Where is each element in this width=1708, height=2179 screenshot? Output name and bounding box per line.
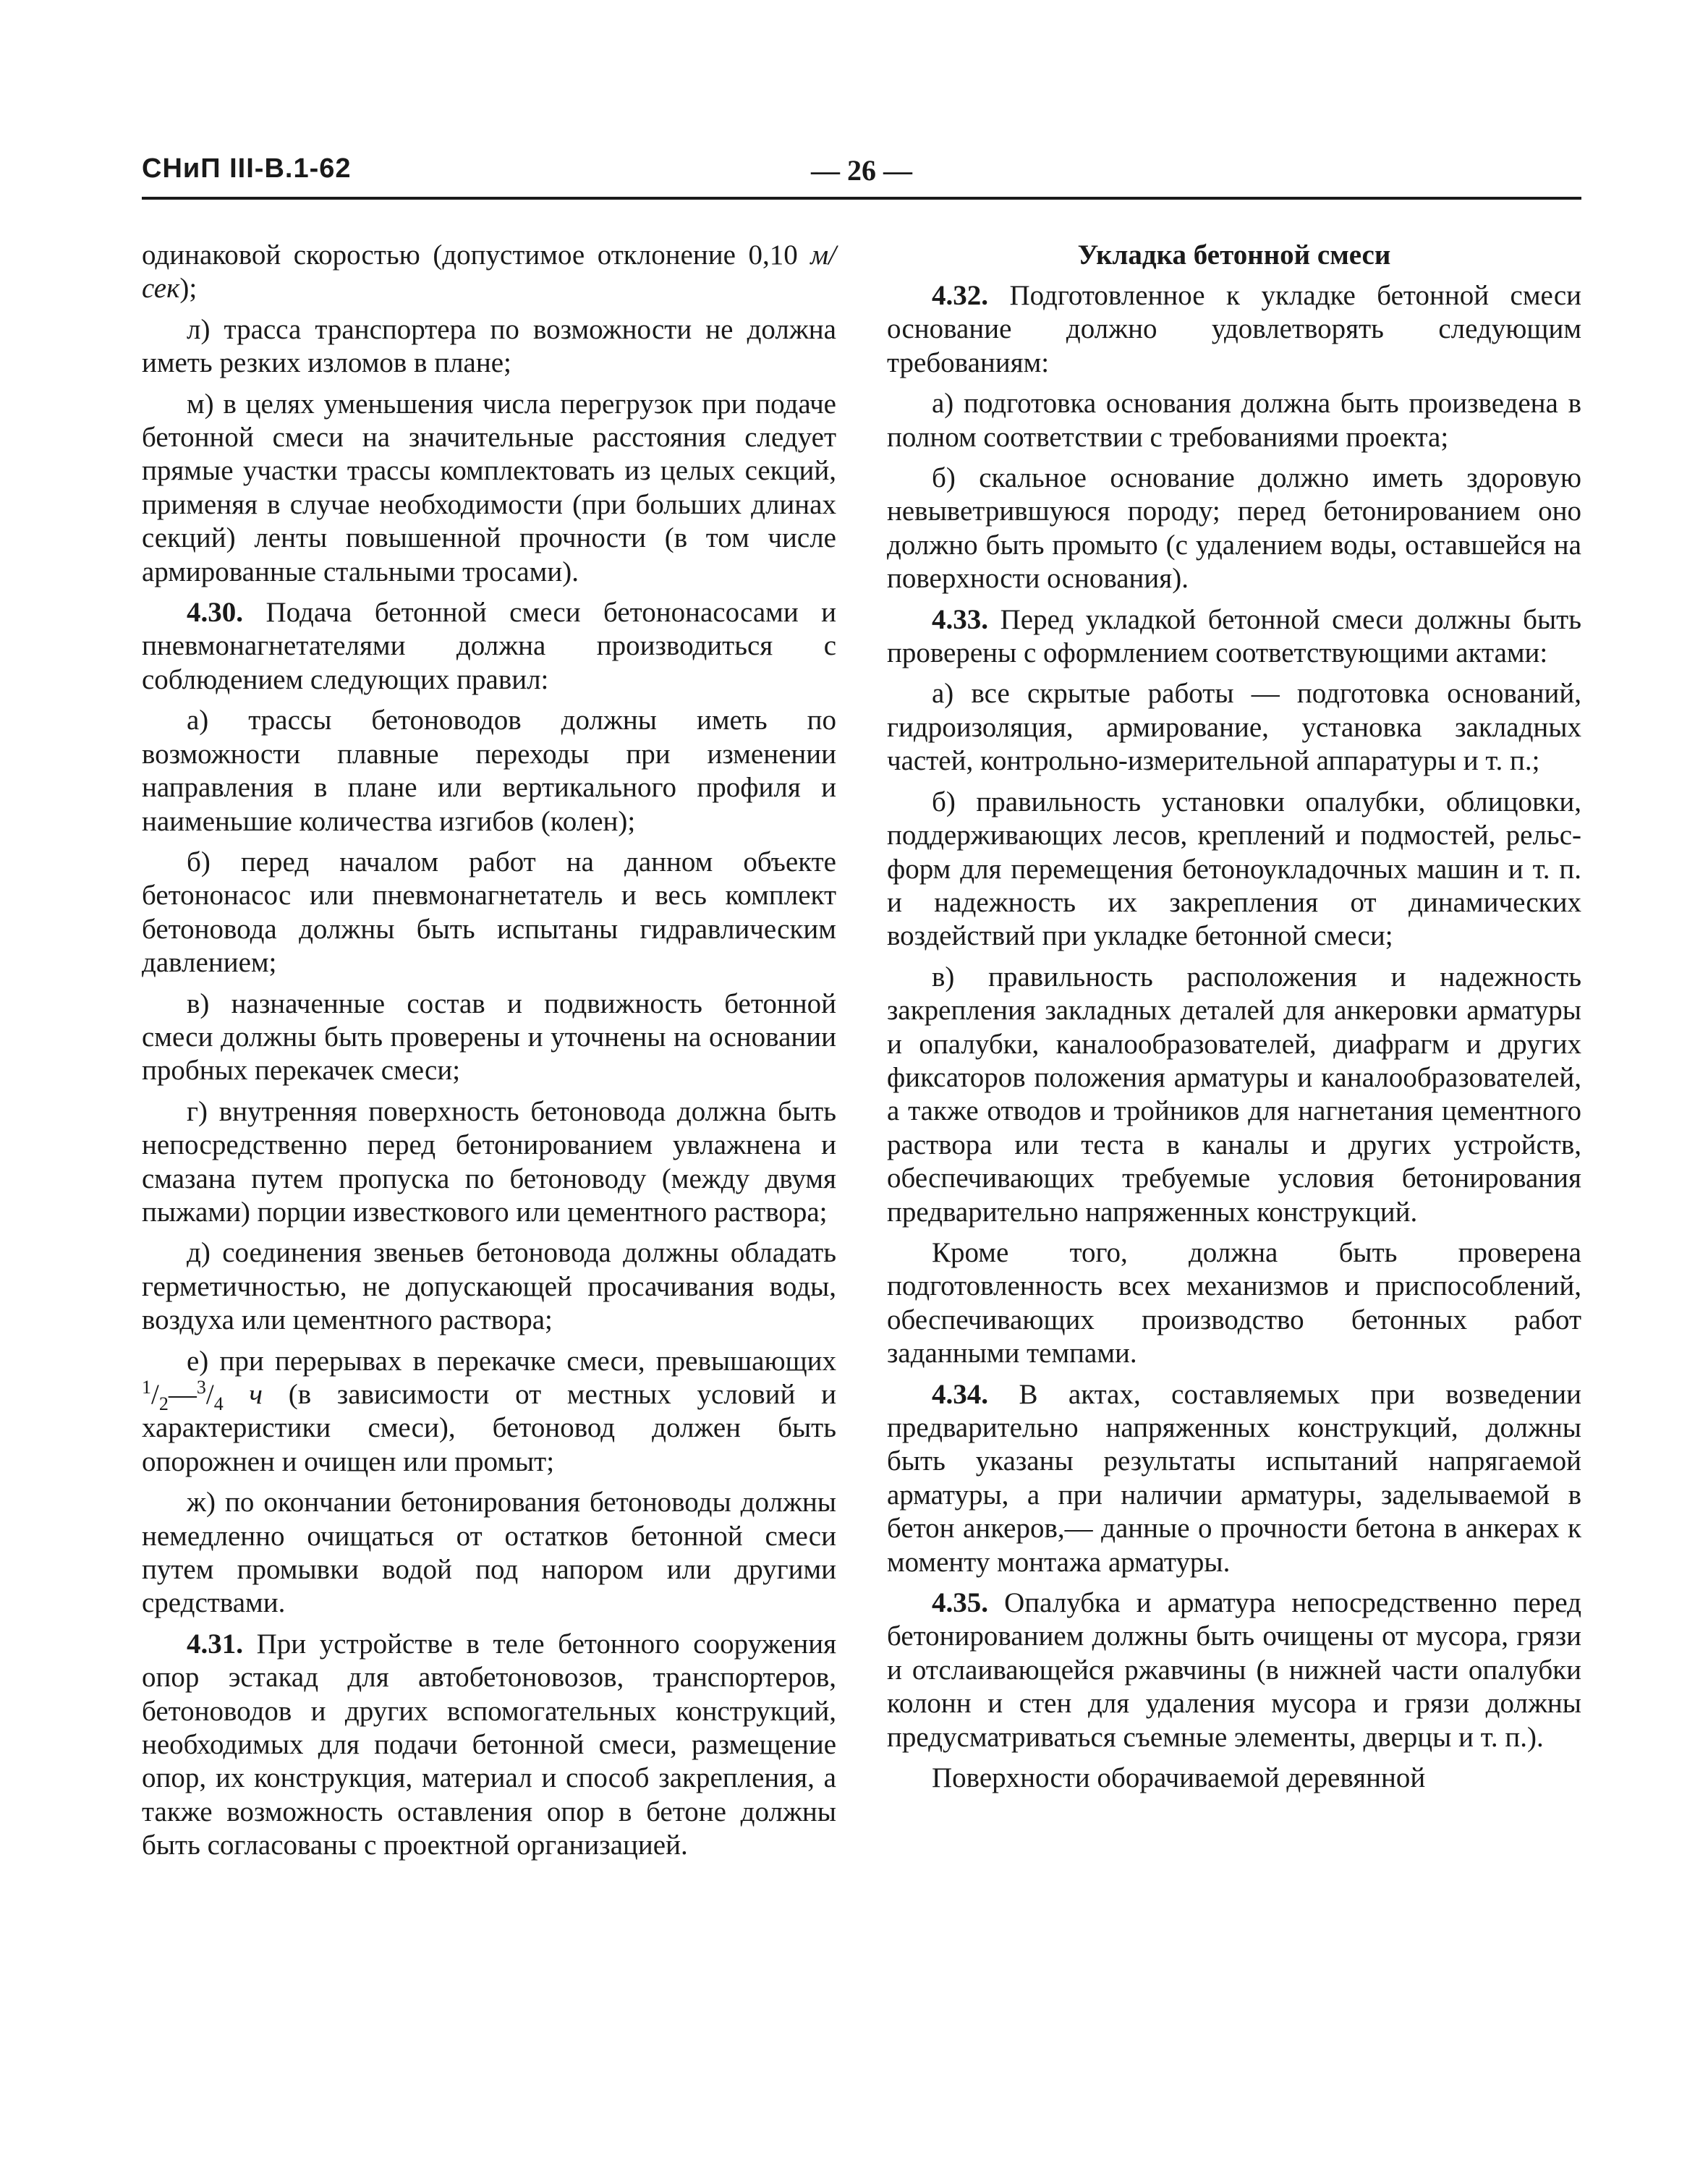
item-m: м) в целях уменьшения числа перегрузок при подаче бетонной смеси на значительные расстояния следует прямые участки трассы комплектовать из целых секций, применяя в случае необходимости (при больших длинах секций) ленты повышенной прочности (в том числе армированные стальными тросами). bbox=[142, 388, 836, 587]
item-4-30-zh: ж) по окончании бетонирования бетоноводы должны немедленно очищаться от остатков бетонной смеси путем промывки водой под напором или другими средствами. bbox=[142, 1487, 836, 1619]
paragraph-additional-check: Кроме того, должна быть проверена подготовленность всех механизмов и приспособлений, обеспечивающих производство бетонных работ заданными темпами. bbox=[887, 1236, 1581, 1369]
item-4-30-e: е) при перерывах в перекачке смеси, превышающих $^1/_2—^3/_4$ ч (в зависимости от местных условий и характеристики смеси), бетоновод должен быть опорожнен и очищен или промыт; bbox=[142, 1345, 836, 1477]
item-4-30-a: а) трассы бетоноводов должны иметь по возможности плавные переходы при изменении направления в плане или вертикального профиля и наименьшие количества изгибов (колен); bbox=[142, 705, 836, 837]
header-rule bbox=[142, 197, 1581, 200]
item-l: л) трасса транспортера по возможности не должна иметь резких изломов в плане; bbox=[142, 313, 836, 379]
clause-number: 4.35. bbox=[932, 1587, 988, 1619]
clause-4-31: 4.31. При устройстве в теле бетонного сооружения опор эстакад для автобетоновозов, транспортеров, бетоноводов и других вспомогательных конструкций, необходимых для подачи бетонной смеси, размещение опор, их конструкция, материал и способ закрепления, а также возможность оставления опор в бетоне должны быть согласованы с проектной организацией. bbox=[142, 1628, 837, 1861]
clause-number: 4.32. bbox=[932, 280, 988, 311]
clause-4-32: 4.32. Подготовленное к укладке бетонной смеси основание должно удовлетворять следующим требованиям: bbox=[887, 280, 1581, 378]
page-header bbox=[142, 153, 1581, 197]
clause-4-30: 4.30. Подача бетонной смеси бетононасосами и пневмонагнетателями должна производиться с соблюдением следующих правил: bbox=[142, 597, 836, 695]
item-4-32-b: б) скальное основание должно иметь здоровую невыветрившуюся породу; перед бетонированием оно должно быть промыто (с удалением воды, оставшейся на поверхности основания). bbox=[887, 462, 1581, 595]
item-4-33-b: б) правильность установки опалубки, облицовки, поддерживающих лесов, креплений и подмостей, рельс-форм для перемещения бетоноукладочных машин и т. п. и надежность их закрепления от динамических воздействий при укладке бетонной смеси; bbox=[887, 786, 1581, 952]
document-code: СНиП III-В.1-62 bbox=[142, 153, 352, 184]
item-4-30-g: г) внутренняя поверхность бетоновода должна быть непосредственно перед бетонированием увлажнена и смазана путем пропуска по бетоноводу (между двумя пыжами) порции известкового или цементного раствора; bbox=[142, 1095, 836, 1228]
item-4-32-a: а) подготовка основания должна быть произведена в полном соответствии с требованиями проекта; bbox=[887, 388, 1581, 453]
right-column bbox=[887, 239, 1581, 1802]
left-column bbox=[142, 239, 836, 1870]
item-4-30-b: б) перед началом работ на данном объекте бетононасос или пневмонагнетатель и весь комплект бетоновода должны быть испытаны гидравлическим давлением; bbox=[142, 846, 836, 979]
section-heading: Укладка бетонной смеси bbox=[1077, 239, 1391, 271]
paragraph-continuation: одинаковой скоростью (допустимое отклонение 0,10 м/сек); bbox=[142, 239, 836, 305]
clause-number: 4.34. bbox=[932, 1378, 988, 1410]
page-number: — 26 — bbox=[811, 154, 912, 187]
unit-text: м/сек bbox=[142, 239, 836, 305]
clause-4-34: 4.34. В актах, составляемых при возведении предварительно напряженных конструкций, должны быть указаны результаты испытаний напрягаемой арматуры, а при наличии арматуры, заделываемой в бетон анкеров,— данные о прочности бетона в анкерах к моменту монтажа арматуры. bbox=[887, 1378, 1582, 1578]
item-4-33-a: а) все скрытые работы — подготовка оснований, гидроизоляция, армирование, установка закладных частей, контрольно-измерительной аппаратуры и т. п.; bbox=[887, 678, 1581, 777]
paragraph-last: Поверхности оборачиваемой деревянной bbox=[932, 1762, 1426, 1794]
clause-number: 4.31. bbox=[187, 1628, 243, 1660]
clause-4-33: 4.33. Перед укладкой бетонной смеси должны быть проверены с оформлением соответствующими актами: bbox=[887, 603, 1581, 669]
item-4-30-v: в) назначенные состав и подвижность бетонной смеси должны быть проверены и уточнены на основании пробных перекачек смеси; bbox=[142, 987, 836, 1087]
clause-4-35: 4.35. Опалубка и арматура непосредственно перед бетонированием должны быть очищены от мусора, грязи и отслаивающейся ржавчины (в нижней части опалубки колонн и стен для удаления мусора и грязи должны предусматриваться съемные элементы, дверцы и т. п.). bbox=[887, 1587, 1581, 1753]
clause-number: 4.33. bbox=[932, 603, 988, 635]
item-4-30-d: д) соединения звеньев бетоновода должны обладать герметичностью, не допускающей просачивания воды, воздуха или цементного раствора; bbox=[142, 1237, 836, 1336]
item-4-33-v: в) правильность расположения и надежность закрепления закладных деталей для анкеровки арматуры и опалубки, каналообразователей, диафрагм и других фиксаторов положения арматуры и каналообразователей, а также отводов и тройников для нагнетания цементного раствора или теста в каналы и других устройств, обеспечивающих требуемые условия бетонирования предварительно напряженных конструкций. bbox=[887, 961, 1581, 1228]
clause-number: 4.30. bbox=[187, 597, 243, 629]
